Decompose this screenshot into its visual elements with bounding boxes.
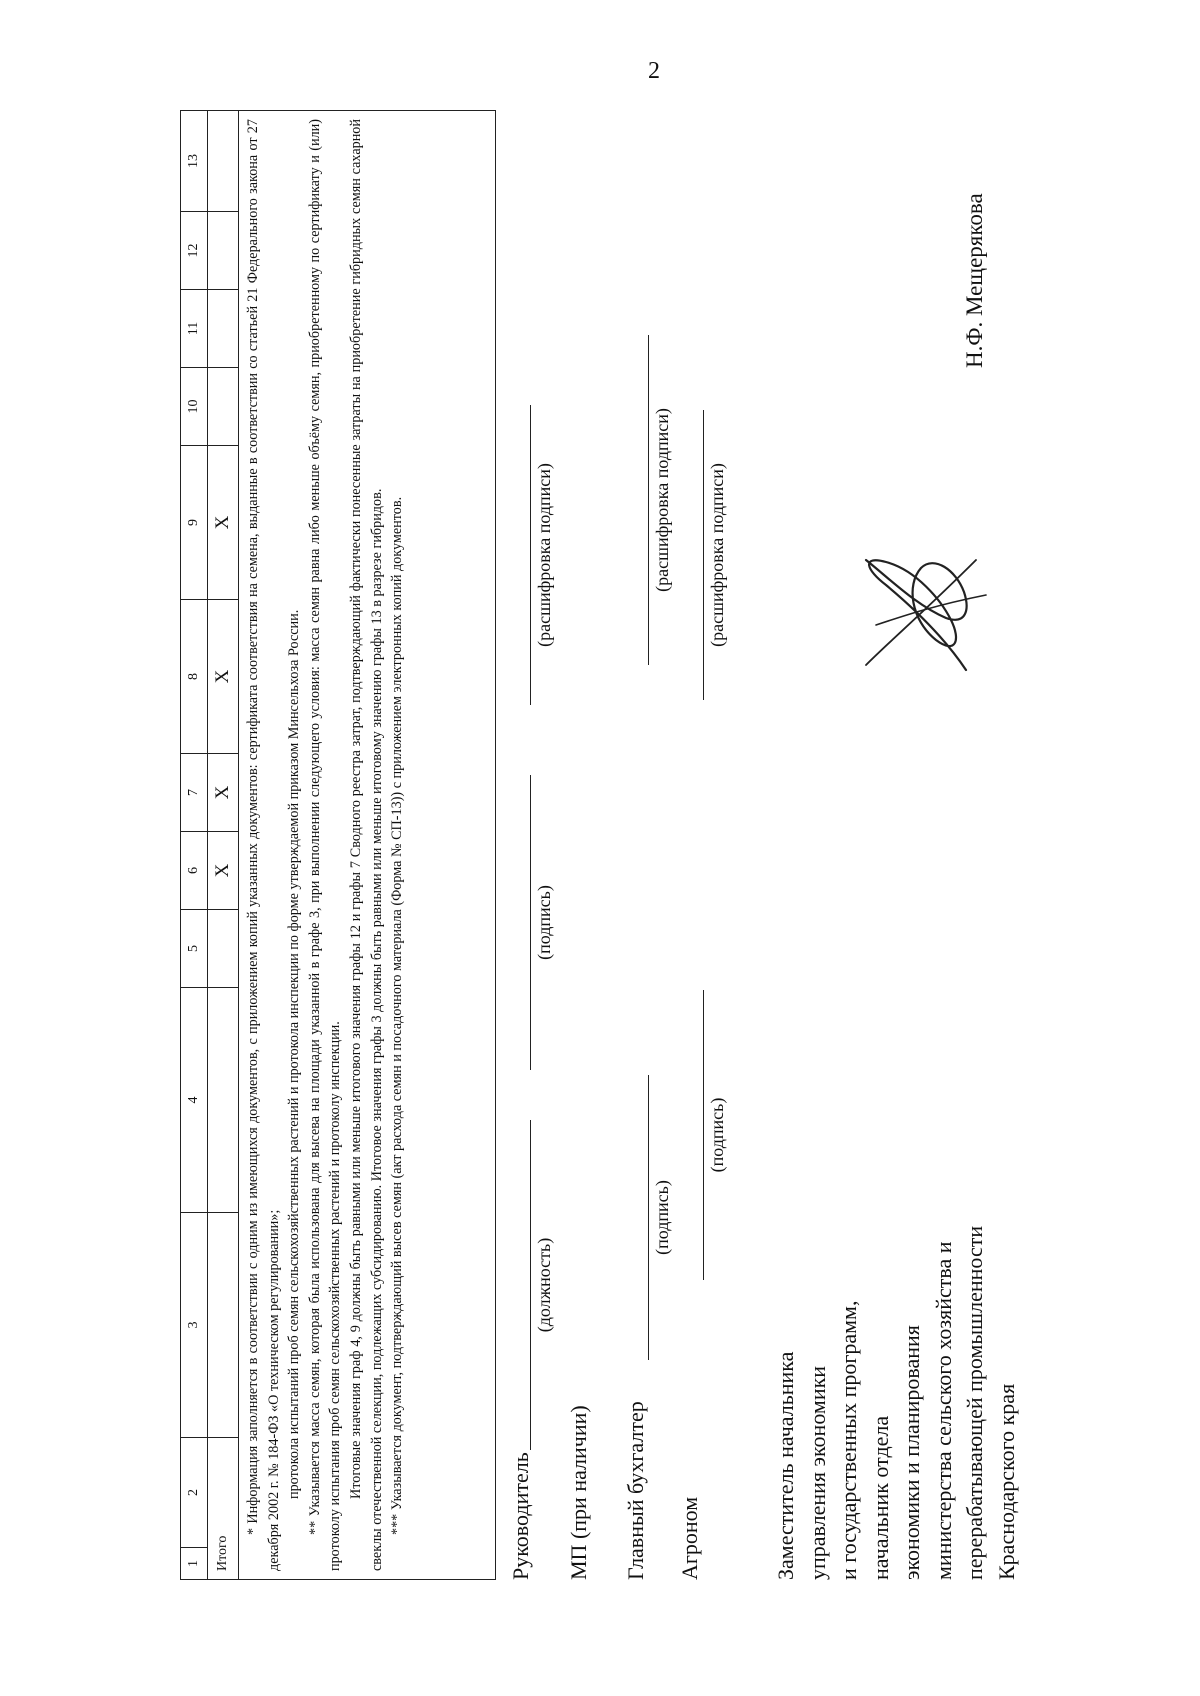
table-cell [208,910,239,988]
position-caption: (должность) [534,1237,554,1333]
accountant-signature-line [648,1075,649,1360]
table-cell [208,290,239,368]
head-signature-line [530,775,531,1070]
official-title-line: экономики и планирования [899,1325,924,1580]
stamp-label: МП (при наличии) [566,1405,591,1580]
agronomist-decoding-line [703,410,704,700]
column-number: 2 [181,1438,208,1548]
column-number: 9 [181,446,208,600]
official-title-line: перерабатывающей промышленности [962,1225,987,1580]
accountant-decoding-line [648,335,649,665]
column-number: 7 [181,754,208,832]
chief-accountant-label: Главный бухгалтер [623,1401,648,1580]
footnote-2: протокола испытаний проб семян сельскохозяйственных растений и протокола инспекции по форме утверждаемой приказом Минсельхоза России. [286,609,303,1499]
table-cell [208,212,239,290]
agronomist-signature-caption: (подпись) [707,1097,727,1173]
head-label: Руководитель [508,1452,533,1580]
position-line [530,1120,531,1450]
official-name: Н.Ф. Мещерякова [962,193,987,368]
table-footnotes [239,111,496,1580]
column-number-row [181,111,208,1580]
official-title-line: начальник отдела [867,1415,893,1580]
agronomist-signature-line [703,990,704,1280]
table-cell: X [208,600,239,754]
total-label: Итого [208,1438,239,1580]
column-number: 1 [181,1548,208,1580]
table-cell [208,111,239,212]
handwritten-signature [846,540,996,680]
table-cell: X [208,754,239,832]
footnote-3: ** Указывается масса семян, которая была использована для высева на площади указанной в графе 3, при выполнении следующего условия: масса семян равна либо меньше объёму семян, приобретенному по сертификату и (или) протоколу испытания проб семян сельскохозяйственных растений и протоколу инспекции. [306,119,344,1571]
footnote-5: *** Указывается документ, подтверждающий высев семян (акт расхода семян и посадочного материала (Форма № СП-13)) с приложением электронных копий документов. [389,496,406,1535]
accountant-decoding-caption: (расшифровка подписи) [652,408,672,592]
rotated-page-content [180,80,1060,1580]
table-cell [208,368,239,446]
column-number: 8 [181,600,208,754]
total-row [208,111,239,1580]
column-number: 10 [181,368,208,446]
accountant-signature-caption: (подпись) [652,1180,672,1255]
head-decoding-line [530,405,531,705]
footnote-4: Итоговые значения граф 4, 9 должны быть равными или меньше итогового значения графы 12 и графы 7 Сводного реестра затрат, подтверждающий фактически понесенные затраты на приобретение гибридных семян сахарной свеклы отечественной селекции, подлежащих субсидированию. Итоговое значения графы 3 должны быть равными или меньше итоговому значению графы 13 в разрезе гибридов. [347,119,385,1571]
column-number: 12 [181,212,208,290]
table-cell: X [208,446,239,600]
column-number: 5 [181,910,208,988]
official-title-line: Заместитель начальника [773,1351,798,1580]
agronomist-label: Агроном [677,1496,702,1580]
head-decoding-caption: (расшифровка подписи) [534,463,554,647]
table-cell [208,1213,239,1438]
official-title-line: министерства сельского хозяйства и [930,1241,956,1580]
official-title-line: управления экономики [804,1365,830,1580]
column-number: 13 [181,111,208,212]
column-number: 6 [181,832,208,910]
agronomist-decoding-caption: (расшифровка подписи) [707,463,727,647]
page-number: 2 [648,58,660,84]
column-number: 3 [181,1213,208,1438]
summary-table [180,110,496,1580]
official-title-line: Краснодарского края [993,1383,1019,1580]
footnote-1: * Информация заполняется в соответствии с одним из имеющихся документов, с приложением копий указанных документов: сертификата соответствия на семена, выданные в соответствии со статьей 21 Федерального закона от 27 декабря 2002 г. № 184-ФЗ «О техническом регулировании»; [245,119,282,1571]
table-cell: X [208,832,239,910]
official-title-line: и государственных программ, [836,1300,861,1580]
column-number: 4 [181,988,208,1213]
head-signature-caption: (подпись) [534,885,554,960]
official-title-block [770,1020,1022,1580]
table-cell [208,988,239,1213]
column-number: 11 [181,290,208,368]
